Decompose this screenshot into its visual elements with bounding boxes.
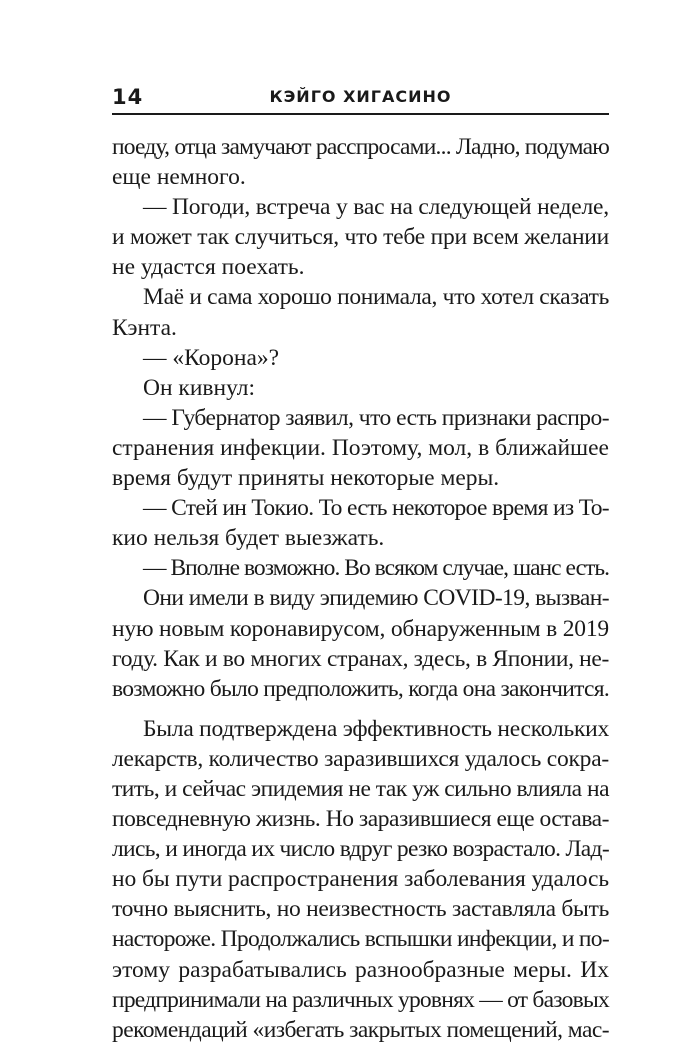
text-line: этому разрабатывались разнообразные меры. Их bbox=[112, 956, 609, 983]
running-head: КЭЙГО ХИГАСИНО bbox=[269, 87, 452, 106]
text-line: рекомендаций «избегать закрытых помещений, мас- bbox=[112, 1016, 609, 1043]
text-line: ную новым коронавирусом, обнаруженным в 2019 bbox=[112, 615, 609, 642]
text-line: — Погоди, встреча у вас на следующей неделе, bbox=[143, 194, 610, 221]
text-line: году. Как и во многих странах, здесь, в Японии, не- bbox=[112, 645, 609, 672]
text-line: точно выяснить, но неизвестность заставляла быть bbox=[112, 896, 610, 923]
text-line: Была подтверждена эффективность нескольких bbox=[143, 715, 609, 742]
page-header bbox=[112, 84, 609, 114]
text-line: лись, и иногда их число вдруг резко возрастало. Лад- bbox=[112, 836, 610, 863]
text-line: и может так случиться, что тебе при всем желании bbox=[112, 224, 610, 251]
text-line: странения инфекции. Поэтому, мол, в ближайшее bbox=[112, 434, 609, 461]
header-rule bbox=[112, 113, 609, 115]
text-line: поеду, отца замучают расспросами... Ладно, подумаю bbox=[112, 134, 609, 160]
text-line: повседневную жизнь. Но заразившиеся еще остава- bbox=[112, 806, 610, 833]
text-line: кио нельзя будет выезжать. bbox=[112, 525, 385, 552]
text-line: возможно было предположить, когда она закончится. bbox=[112, 675, 609, 702]
text-line: предпринимали на различных уровнях — от базовых bbox=[112, 986, 610, 1013]
text-line: — «Корона»? bbox=[143, 344, 280, 371]
text-line: Они имели в виду эпидемию COVID-19, вызван- bbox=[143, 585, 609, 612]
text-line: — Вполне возможно. Во всяком случае, шанс есть. bbox=[143, 555, 609, 582]
text-line: — Стей ин Токио. То есть некоторое время из То- bbox=[143, 495, 609, 522]
text-line: еще немного. bbox=[112, 164, 246, 191]
text-line: время будут приняты некоторые меры. bbox=[112, 465, 500, 492]
text-line: — Губернатор заявил, что есть признаки распро- bbox=[143, 404, 610, 431]
text-line: Он кивнул: bbox=[143, 374, 256, 401]
text-line: но бы пути распространения заболевания удалось bbox=[112, 866, 610, 893]
text-line: настороже. Продолжались вспышки инфекции, и по- bbox=[112, 926, 609, 953]
text-line: лекарств, количество заразившихся удалось сокра- bbox=[112, 745, 609, 772]
text-line: Маё и сама хорошо понимала, что хотел сказать bbox=[143, 284, 609, 311]
text-line: не удастся поехать. bbox=[112, 254, 305, 281]
text-line: тить, и сейчас эпидемия не так уж сильно влияла на bbox=[112, 775, 610, 802]
page-number: 14 bbox=[112, 85, 144, 109]
body-text bbox=[112, 132, 609, 1045]
text-line: Кэнта. bbox=[112, 314, 177, 341]
